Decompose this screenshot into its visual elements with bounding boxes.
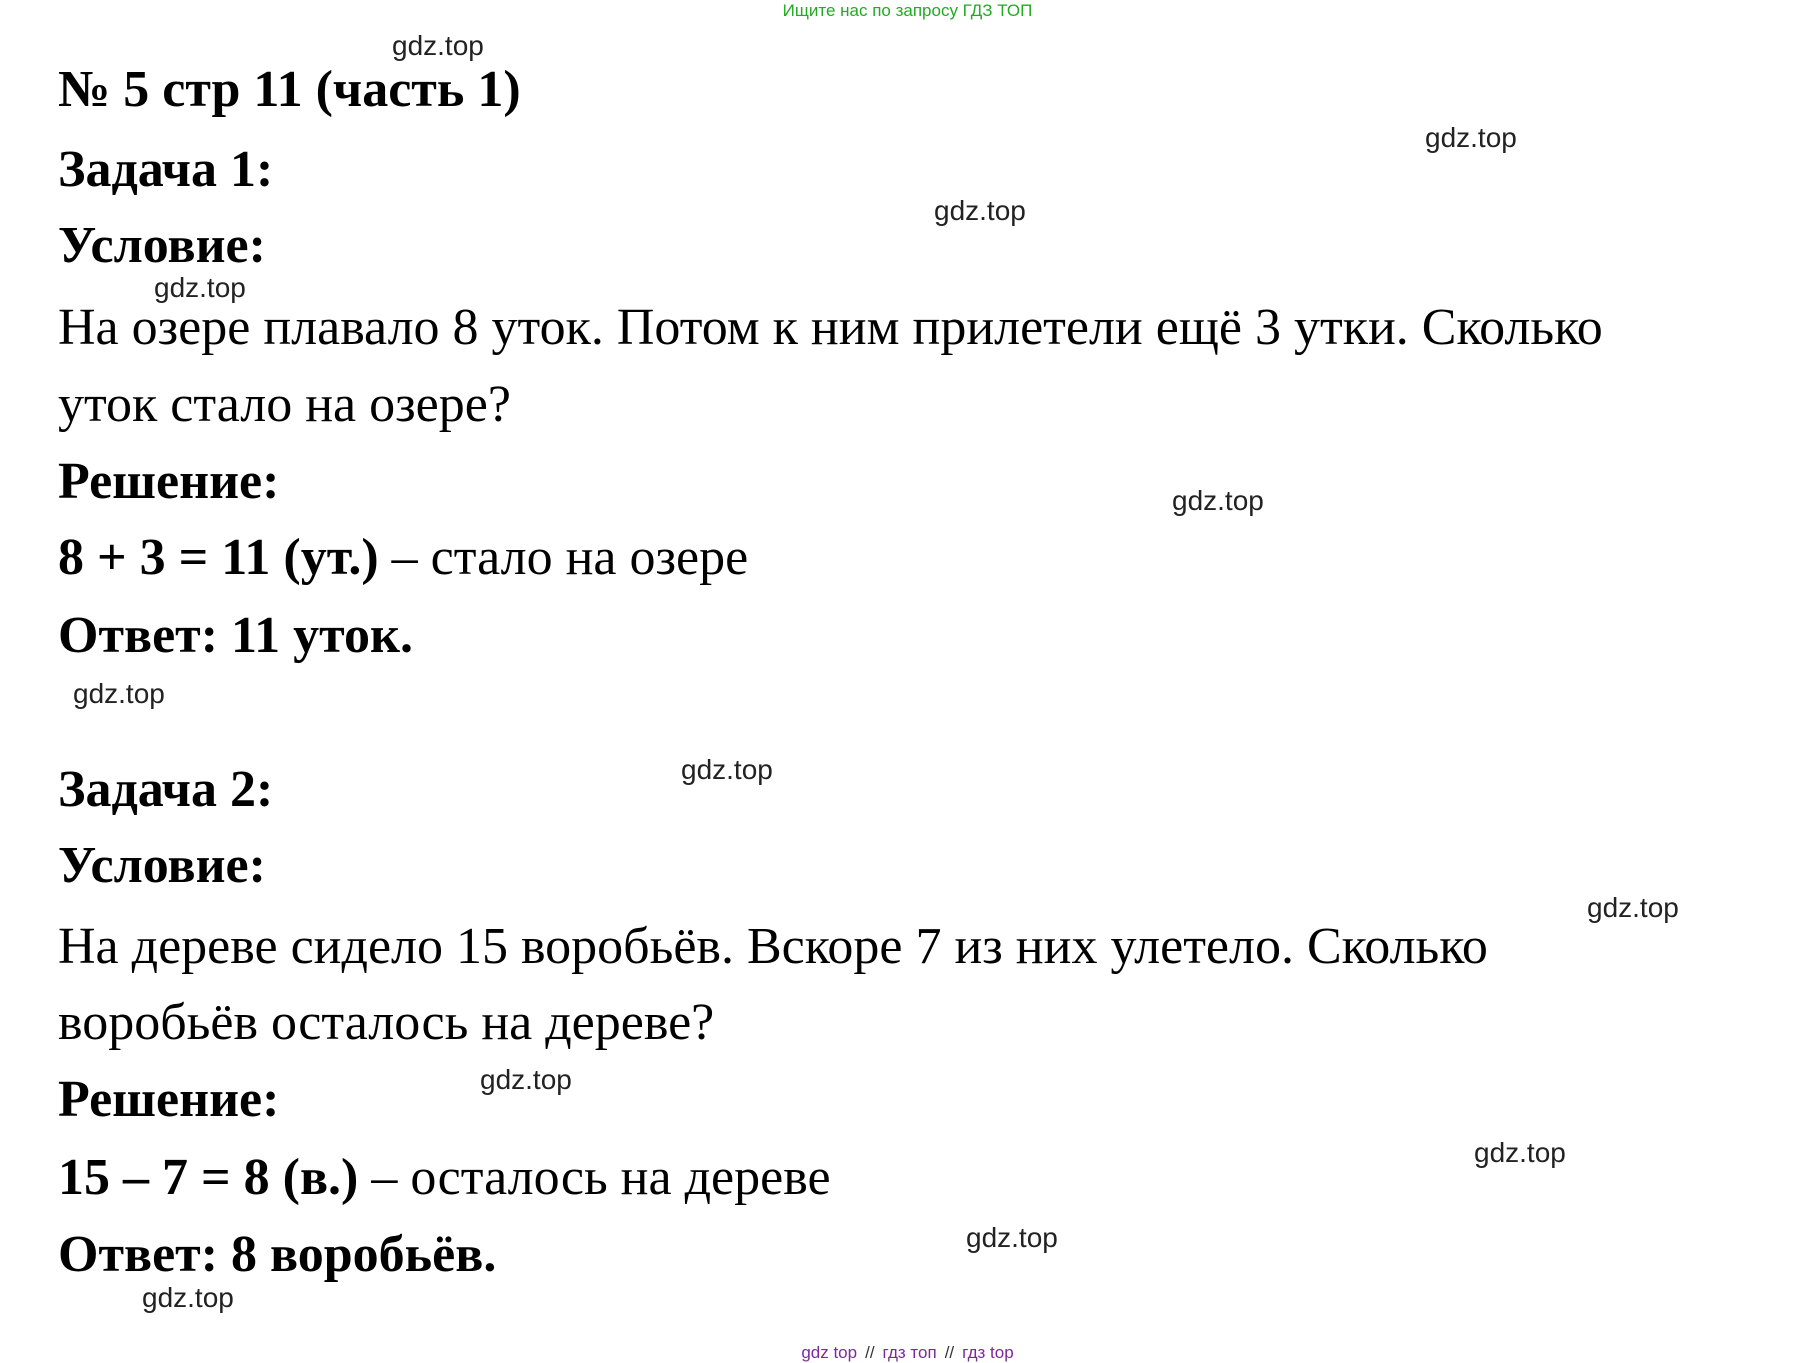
- task1-heading: Задача 1:: [58, 141, 274, 198]
- task2-condition-label: Условие:: [58, 837, 266, 894]
- task1-answer: Ответ: 11 уток.: [58, 607, 413, 664]
- task1-solution: [58, 528, 748, 588]
- task2-solution-label: Решение:: [58, 1071, 280, 1128]
- task1-solution-text: – стало на озере: [378, 529, 749, 586]
- footer-link-gdz-top-mixed[interactable]: гдз top: [962, 1343, 1014, 1362]
- task1-condition-line2: уток стало на озере?: [58, 376, 511, 433]
- task2-heading: Задача 2:: [58, 761, 274, 818]
- watermark: gdz.top: [934, 195, 1026, 226]
- task2-condition-line2: воробьёв осталось на дереве?: [58, 994, 715, 1051]
- top-banner-link[interactable]: Ищите нас по запросу ГДЗ ТОП: [782, 1, 1033, 20]
- watermark: gdz.top: [1172, 485, 1264, 516]
- task1-solution-expression: 8 + 3 = 11 (ут.): [58, 529, 379, 586]
- task2-condition-line1: На дереве сидело 15 воробьёв. Вскоре 7 из них улетело. Сколько: [58, 918, 1488, 975]
- footer-separator: //: [865, 1343, 875, 1362]
- watermark: gdz.top: [392, 30, 484, 61]
- task2-solution-text: – осталось на дереве: [358, 1149, 831, 1206]
- footer-separator: //: [944, 1343, 955, 1362]
- footer-link-gdz-top-ru[interactable]: гдз топ: [882, 1343, 937, 1362]
- task2-solution-expression: 15 – 7 = 8 (в.): [58, 1149, 359, 1206]
- page-title: № 5 стр 11 (часть 1): [58, 61, 521, 118]
- footer-links: [0, 1343, 1815, 1363]
- task1-solution-label: Решение:: [58, 453, 280, 510]
- watermark: gdz.top: [1425, 122, 1517, 153]
- watermark: gdz.top: [966, 1222, 1058, 1253]
- watermark: gdz.top: [1587, 892, 1679, 923]
- task1-condition-line1: На озере плавало 8 уток. Потом к ним прилетели ещё 3 утки. Сколько: [58, 299, 1603, 356]
- task2-solution: [58, 1148, 831, 1208]
- watermark: gdz.top: [154, 272, 246, 303]
- watermark: gdz.top: [73, 678, 165, 709]
- task1-condition-label: Условие:: [58, 217, 266, 274]
- watermark: gdz.top: [681, 754, 773, 785]
- task2-answer: Ответ: 8 воробьёв.: [58, 1226, 497, 1283]
- watermark: gdz.top: [1474, 1137, 1566, 1168]
- watermark: gdz.top: [142, 1282, 234, 1313]
- watermark: gdz.top: [480, 1064, 572, 1095]
- footer-link-gdz-top[interactable]: gdz top: [801, 1343, 858, 1362]
